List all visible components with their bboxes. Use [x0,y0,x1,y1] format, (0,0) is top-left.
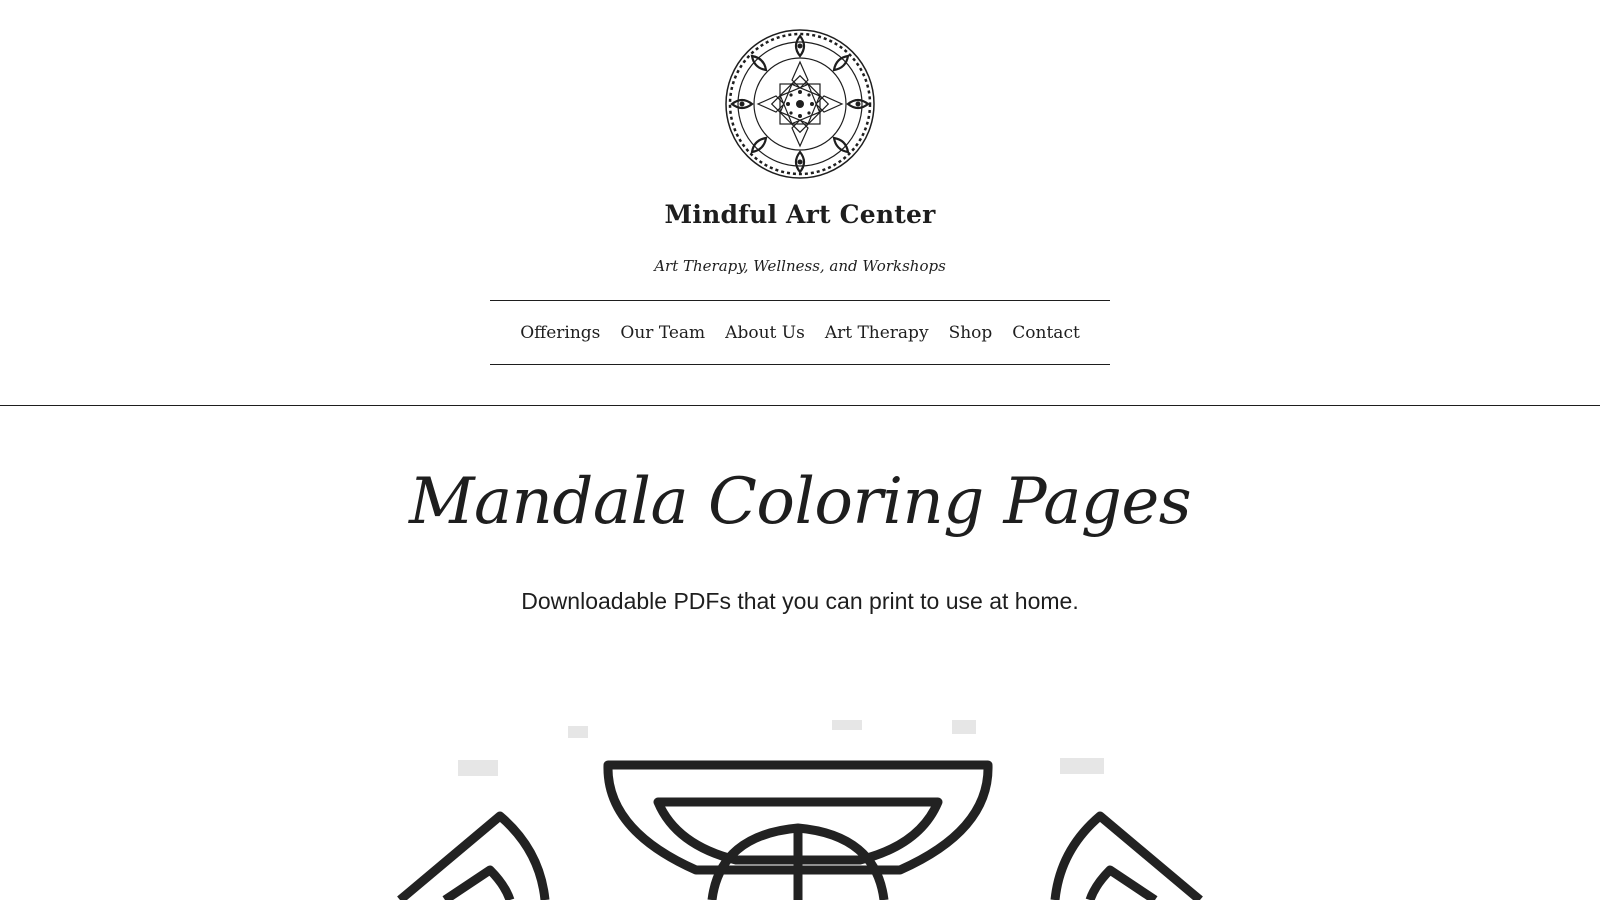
main-navigation [490,300,1110,365]
mandala-coloring-page-image[interactable] [340,720,1260,900]
site-tagline: Art Therapy, Wellness, and Workshops [654,257,946,275]
site-title[interactable]: Mindful Art Center [664,200,936,229]
nav-item-shop[interactable]: Shop [948,322,993,343]
page-title: Mandala Coloring Pages [408,465,1192,539]
nav-item-about-us[interactable]: About Us [725,322,805,343]
mandala-logo-icon[interactable] [718,22,882,186]
nav-item-art-therapy[interactable]: Art Therapy [824,322,929,343]
site-header [0,0,1600,406]
nav-item-our-team[interactable]: Our Team [620,322,706,343]
page-subtitle: Downloadable PDFs that you can print to use at home. [521,588,1079,614]
nav-item-contact[interactable]: Contact [1012,322,1080,343]
nav-item-offerings[interactable]: Offerings [520,322,601,343]
